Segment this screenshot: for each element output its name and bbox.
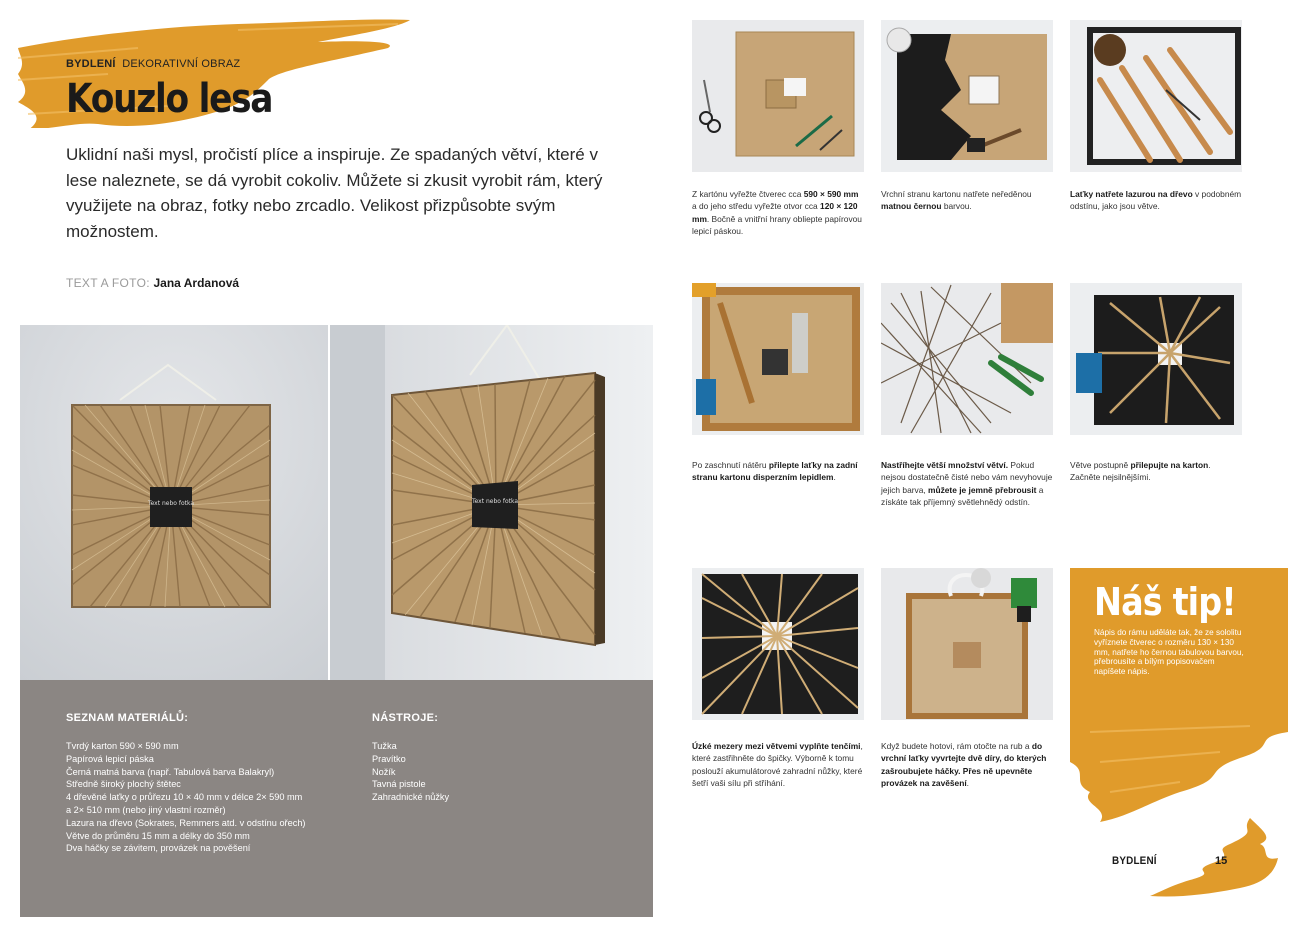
caption-bold-text: přilepujte na karton [1130,460,1209,470]
step-caption-3 [1070,188,1242,213]
hero-photo [20,325,653,680]
credit-label: TEXT A FOTO: [66,276,150,290]
step-photo-1 [692,20,864,172]
step-caption-7 [692,740,864,790]
tools-item: Tavná pistole [372,779,426,790]
caption-text: Vrchní stranu kartonu natřete neředěnou [881,189,1032,199]
materials-box [20,680,653,917]
step-caption-2 [881,188,1053,213]
tools-item: Pravítko [372,753,406,764]
caption-text: v podobném odstínu, jako jsou větve. [1070,189,1242,212]
caption-bold-text: Laťky natřete lazurou na dřevo [1070,189,1193,199]
materials-item: Tvrdý karton 590 × 590 mm [66,741,179,751]
tools-heading: NÁSTROJE: [372,712,439,724]
tools-list [372,740,572,804]
caption-text: . [966,778,969,789]
caption-text: Větve postupně [1070,460,1131,470]
step-photo-5 [881,283,1053,435]
caption-text: Z kartónu vyřežte čtverec cca [692,189,804,199]
caption-text: . Bočně a vnitřní hrany obliepte papírovou lepicí páskou. [692,213,862,237]
step-caption-4 [692,459,864,484]
caption-text: Pokud nejsou dostatečně čisté nebo vám nevyhovuje jejich barva, [881,460,1053,495]
materials-item: Větve do průměru 15 mm a délky do 350 mm [66,830,250,841]
tools-item: Zahradnické nůžky [372,792,450,803]
caption-text: Po zaschnutí nátěru [692,460,769,470]
materials-list [66,740,386,855]
materials-item: Středně široký plochý štětec [66,779,181,790]
caption-bold-text: 590 × 590 mm [803,189,859,199]
caption-text: barvou. [941,201,972,212]
caption-text: . Začněte nejsilnějšími. [1070,460,1211,483]
footer-section: BYDLENÍ [1112,855,1157,867]
materials-item: Lazura na dřevo (Sokrates, Remmers atd. v odstínu ořech) [66,817,306,828]
caption-text: , které zastřihněte do špičky. Výborně k tomu poslouží akumulátorové zahradní nůžky, které šetří vaši sílu při stříhání. [692,741,863,789]
tip-title: Náš tip! [1094,580,1236,624]
materials-item: a 2× 510 mm (nebo jiný vlastní rozměr) [66,804,226,815]
hero-inset-text-left: Text nebo fotka [147,500,195,507]
tip-text: Nápis do rámu uděláte tak, že ze sololitu vyříznete čtverec o rozměru 130 × 130 mm, natřete ho černou tabulovou barvou, přebrousíte a bílým popisovačem napíšete nápis. [1094,628,1244,677]
step-photo-3 [1070,20,1242,172]
caption-bold-text: přilepte laťky na zadní stranu kartonu disperzním lepidlem [692,460,858,483]
subsection-label: DEKORATIVNÍ OBRAZ [122,58,241,70]
section-label: BYDLENÍ [66,58,116,70]
step-caption-5 [881,459,1053,509]
materials-item: Černá matná barva (např. Tabulová barva Balakryl) [66,766,275,777]
credit-author: Jana Ardanová [153,276,240,290]
caption-bold-text: matnou černou [881,201,942,212]
caption-text: a získáte tak příjemný světlehnědý odstín. [881,484,1044,508]
materials-item: 4 dřevěné laťky o průřezu 10 × 40 mm v délce 2× 590 mm [66,792,303,803]
caption-text: . [833,472,836,483]
tools-item: Nožík [372,766,396,777]
hero-inset-text-right: Text nebo fotka [471,498,519,505]
materials-item: Dva háčky se závitem, provázek na pověšení [66,843,251,854]
step-caption-1 [692,188,864,238]
caption-bold-text: Nastříhejte větší množství větví. [881,460,1009,470]
intro-paragraph: Uklidní naši mysl, pročistí plíce a inspiruje. Ze spadaných větví, které v lese naleznete, se dá vyrobit cokoliv. Můžete si zkusit vyrobit rám, který využijete na obraz, fotky nebo zrcadlo. Velikost přizpůsobte svým možnostem. [66,145,603,241]
caption-bold-text: do vrchní laťky vyvrtejte dvě díry, do kterých zašroubujete háčky. Přes ně upevněte provázek na zavěšení [881,741,1047,789]
caption-text: Když budete hotovi, rám otočte na rub a [881,741,1032,751]
step-caption-8 [881,740,1053,790]
caption-bold-text: Úzké mezery mezi větvemi vyplňte tenčími [692,741,861,751]
materials-heading: SEZNAM MATERIÁLŮ: [66,712,189,724]
credit-line [66,276,239,290]
step-photo-6 [1070,283,1242,435]
caption-bold-text: 120 × 120 mm [692,201,858,224]
section-kicker [66,58,240,70]
page-number: 15 [1215,855,1228,867]
step-caption-6 [1070,459,1242,484]
step-photo-7 [692,568,864,720]
step-photo-2 [881,20,1053,172]
caption-bold-text: můžete je jemně přebrousit [928,484,1037,495]
materials-item: Papírová lepicí páska [66,753,154,764]
tools-item: Tužka [372,741,397,751]
tip-brush-stroke [1070,712,1290,832]
caption-text: a do jeho středu vyřežte otvor cca [692,201,821,212]
article-title: Kouzlo lesa [66,76,273,122]
step-photo-8 [881,568,1053,720]
step-photo-4 [692,283,864,435]
